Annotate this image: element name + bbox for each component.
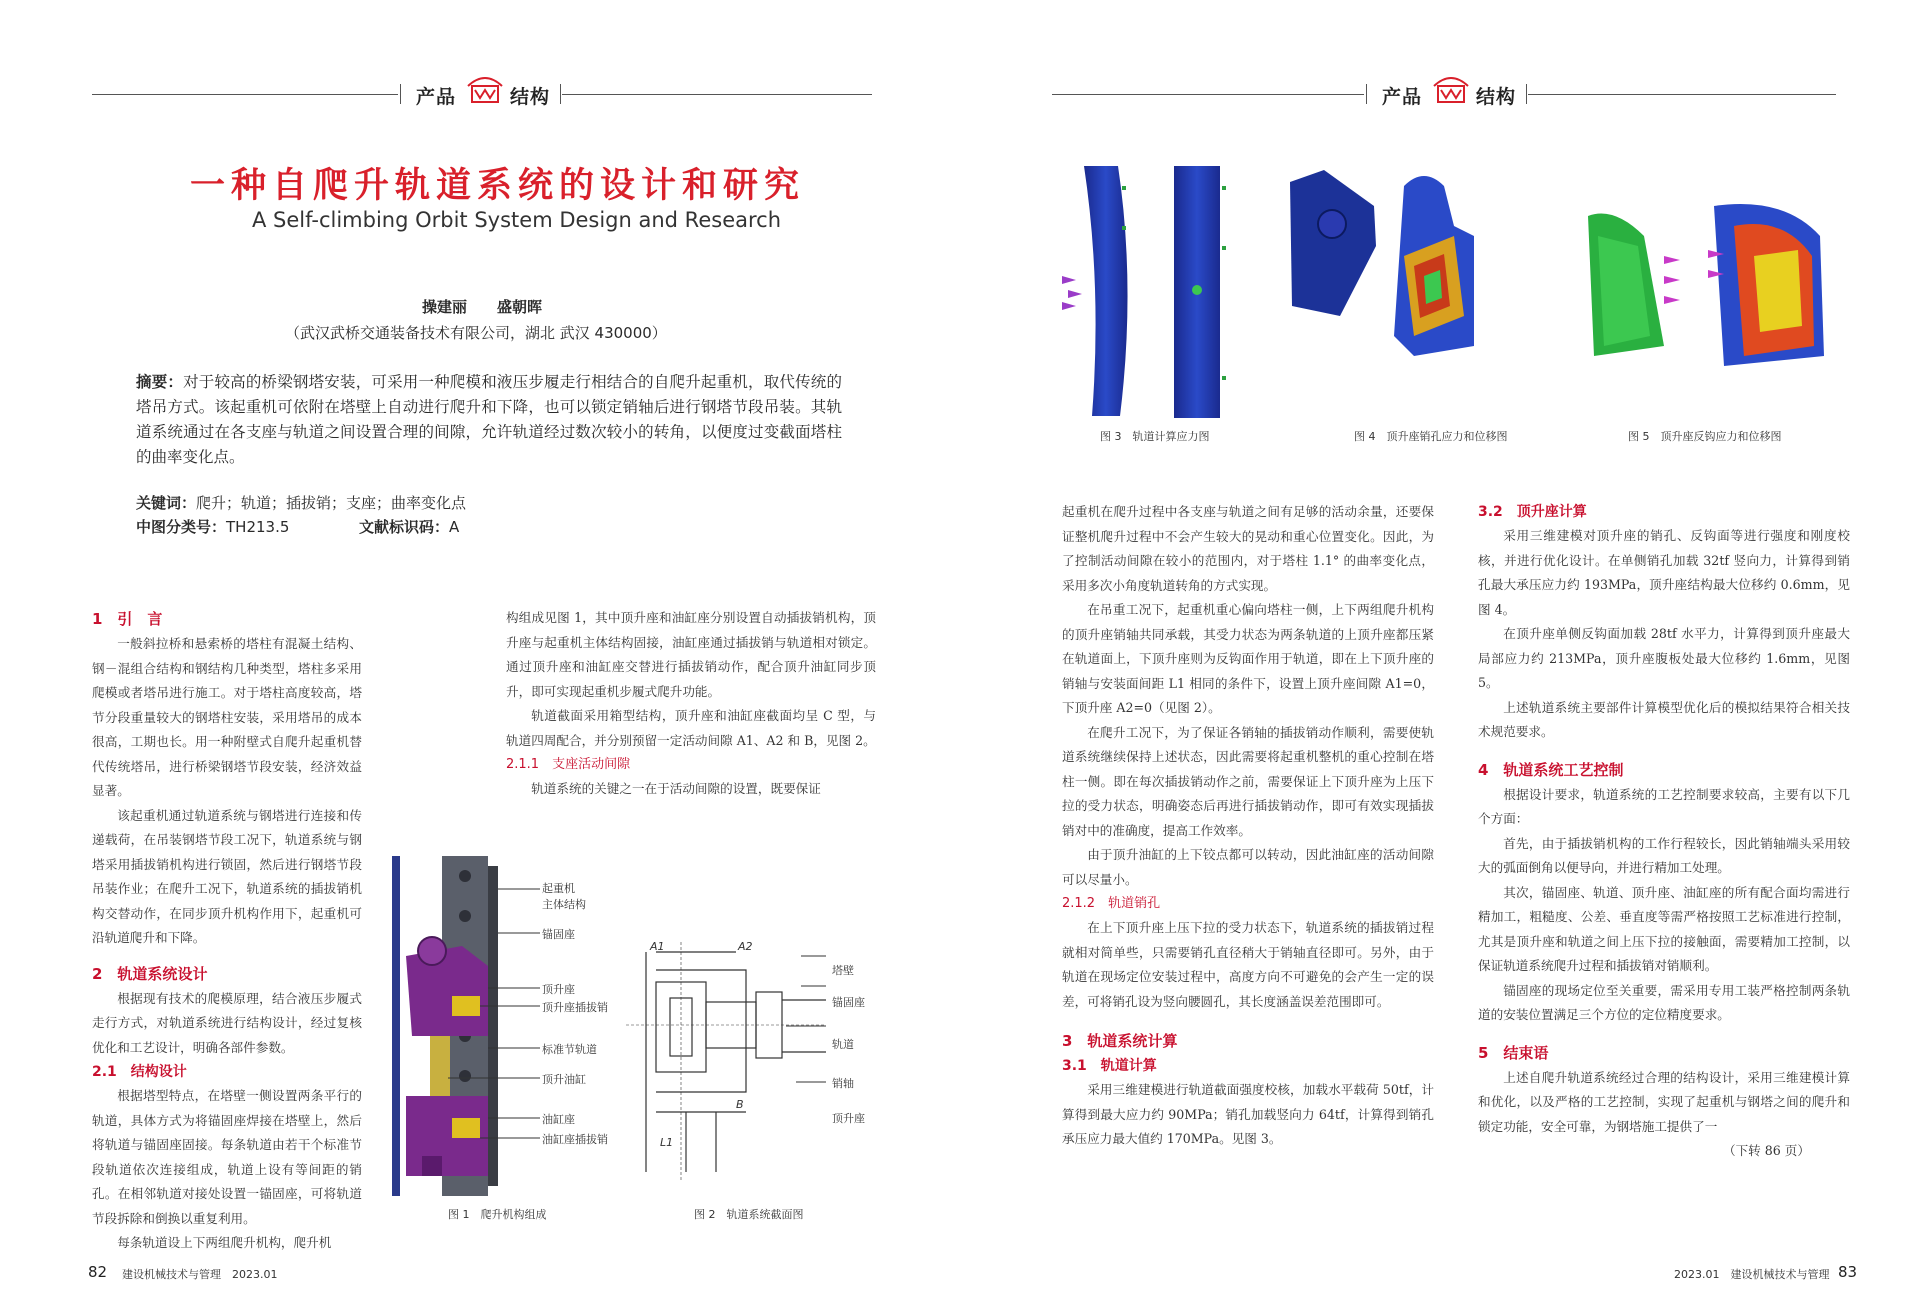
keywords: [136, 492, 466, 513]
authors: 操建丽 盛朝晖: [422, 298, 543, 316]
paragraph: 构组成见图 1，其中顶升座和油缸座分别设置自动插拔销机构，顶升座与起重机主体结构固接，油缸座通过插拔销与轨道相对锁定。通过顶升座和油缸座交替进行插拔销动作，配合顶升油缸同步顶升，即可实现起重机步履式爬升功能。: [506, 610, 876, 699]
paragraph: 一般斜拉桥和悬索桥的塔柱有混凝土结构、钢－混组合结构和钢结构几种类型，塔柱多采用爬模或者塔吊进行施工。对于塔柱高度较高，塔节分段重量较大的钢塔柱安装，采用塔吊的成本很高，工期也长。用一种附壁式自爬升起重机替代传统塔吊，进行桥梁钢塔节段安装，经济效益显著。: [92, 636, 362, 798]
paragraph: 根据设计要求，轨道系统的工艺控制要求较高，主要有以下几个方面：: [1478, 786, 1850, 826]
paragraph: 该起重机通过轨道系统与钢塔进行连接和传递载荷，在吊装钢塔节段工况下，轨道系统与钢塔采用插拔销机构进行锁固，然后进行钢塔节段吊装作业；在爬升工况下，轨道系统的插拔销机构交替动作，在同步顶升机构作用下，起重机可沿轨道爬升和下降。: [92, 807, 362, 945]
column-2: [506, 606, 876, 802]
figure-2-caption: 图 2 轨道系统截面图: [694, 1208, 804, 1221]
clc-label: 中图分类号：: [136, 518, 227, 536]
doc-code-label: 文献标识码：: [358, 518, 449, 536]
paragraph: 根据现有技术的爬模原理，结合液压步履式走行方式，对轨道系统进行结构设计，经过复核优化和工艺设计，明确各部件参数。: [92, 990, 362, 1055]
figure-3-stress-plot: [1062, 156, 1248, 420]
paragraph: 其次，锚固座、轨道、顶升座、油缸座的所有配合面均需进行精加工，粗糙度、公差、垂直度等需严格按照工艺标准进行控制，尤其是顶升座和轨道之间上压下拉的接触面，需要精加工控制，以保证轨道系统爬升过程和插拔销对销顺利。: [1478, 884, 1850, 973]
fig1-label: 顶升座: [542, 983, 575, 996]
figure-2-section: [626, 942, 826, 1188]
paragraph: 采用三维建模对顶升座的销孔、反钩面等进行强度和刚度校核，并进行优化设计。在单侧销孔加载 32tf 竖向力，计算得到销孔最大承压应力约 193MPa，顶升座结构最大位移约 0.6mm，见图 4。: [1478, 528, 1850, 617]
fig1-label: 油缸座插拔销: [542, 1133, 608, 1146]
fig1-label: 锚固座: [542, 928, 575, 941]
keywords-label: 关键词：: [136, 494, 197, 512]
column-3: [1062, 500, 1434, 1152]
header-label-structure: 结构: [510, 86, 551, 108]
paragraph: 上述轨道系统主要部件计算模型优化后的模拟结果符合相关技术规范要求。: [1478, 699, 1850, 739]
paragraph: 上述自爬升轨道系统经过合理的结构设计，采用三维建模计算和优化，以及严格的工艺控制，实现了起重机与钢塔之间的爬升和锁定功能，安全可靠，为钢塔施工提供了一: [1478, 1069, 1850, 1134]
column-4: [1478, 500, 1850, 1164]
fig1-label: 主体结构: [542, 898, 586, 911]
fig2-dim-label: B: [736, 1098, 744, 1111]
fig1-label: 油缸座: [542, 1113, 575, 1126]
fig2-dim-label: A1: [650, 940, 665, 953]
fig2-label: 轨道: [832, 1038, 854, 1051]
figure-5-caption: 图 5 顶升座反钩应力和位移图: [1628, 430, 1782, 443]
figure-5-stress-plot: [1584, 196, 1834, 372]
fig2-label: 锚固座: [832, 996, 865, 1009]
article-title: 一种自爬升轨道系统的设计和研究: [190, 166, 806, 206]
section-heading-rail: 3.1 轨道计算: [1062, 1058, 1157, 1074]
figure-3-caption: 图 3 轨道计算应力图: [1100, 430, 1210, 443]
section-heading-intro: 1 引 言: [92, 610, 163, 628]
right-page-number: 83: [1838, 1263, 1858, 1281]
fig1-label: 顶升油缸: [542, 1073, 586, 1086]
section-heading-process: 4 轨道系统工艺控制: [1478, 760, 1624, 779]
paragraph: 由于顶升油缸的上下铰点都可以转动，因此油缸座的活动间隙可以尽量小。: [1062, 847, 1434, 887]
keywords-text: 爬升；轨道；插拔销；支座；曲率变化点: [196, 494, 467, 512]
abstract-text: 对于较高的桥梁钢塔安装，可采用一种爬模和液压步履走行相结合的自爬升起重机，取代传统的塔吊方式。该起重机可依附在塔壁上自动进行爬升和下降，也可以锁定销轴后进行钢塔节段吊装。其轨道系统通过在各支座与轨道之间设置合理的间隙，允许轨道经过数次较小的转角，以便度过变截面塔柱的曲率变化点。: [136, 373, 842, 466]
fig1-label: 起重机: [542, 882, 575, 895]
right-footer-journal: 2023.01 建设机械技术与管理: [1674, 1268, 1830, 1281]
column-1: [92, 606, 362, 1256]
paragraph: 首先，由于插拔销机构的工作行程较长，因此销轴端头采用较大的弧面倒角以便导向，并进行精加工处理。: [1478, 835, 1850, 875]
paragraph: 轨道系统的关键之一在于活动间隙的设置，既要保证: [531, 781, 821, 796]
figure-4-caption: 图 4 顶升座销孔应力和位移图: [1354, 430, 1508, 443]
left-page-number: 82: [88, 1263, 108, 1281]
paragraph: 在顶升座单侧反钩面加载 28tf 水平力，计算得到顶升座最大局部应力约 213MPa，顶升座腹板处最大位移约 1.6mm，见图 5。: [1478, 626, 1850, 690]
paragraph: 锚固座的现场定位至关重要，需采用专用工装严格控制两条轨道的安装位置满足三个方位的定位精度要求。: [1478, 982, 1850, 1022]
paragraph: 在爬升工况下，为了保证各销轴的插拔销动作顺利，需要使轨道系统继续保持上述状态，因此需要将起重机整机的重心控制在塔柱一侧。即在每次插拔销动作之前，需要保证上下顶升座为上压下拉的受力状态，明确姿态后再进行插拔销动作，即可有效实现插拔销对中的准确度，提高工作效率。: [1062, 724, 1434, 838]
fig2-label: 塔壁: [832, 964, 854, 977]
affiliation: （武汉武桥交通装备技术有限公司，湖北 武汉 430000）: [285, 324, 667, 342]
abstract: [136, 370, 842, 470]
paragraph: 每条轨道设上下两组爬升机构，爬升机: [117, 1235, 332, 1250]
fig2-label: 顶升座: [832, 1112, 865, 1125]
paragraph: 轨道截面采用箱型结构，顶升座和油缸座截面均呈 C 型，与轨道四周配合，并分别预留一定活动间隙 A1、A2 和 B，见图 2。: [506, 708, 876, 748]
fig2-label: 销轴: [832, 1077, 854, 1090]
left-footer-journal: 建设机械技术与管理 2023.01: [122, 1268, 278, 1281]
section-heading-gap: 2.1.1 支座活动间隙: [506, 757, 631, 772]
section-heading-conclusion: 5 结束语: [1478, 1043, 1549, 1062]
fig1-label: 标准节轨道: [542, 1043, 597, 1056]
section-heading-calc: 3 轨道系统计算: [1062, 1032, 1178, 1050]
paragraph: 根据塔型特点，在塔壁一侧设置两条平行的轨道，具体方式为将锚固座焊接在塔壁上，然后将轨道与锚固座固接。每条轨道由若干个标准节段轨道依次连接组成，轨道上设有等间距的销孔。在相邻轨道对接处设置一锚固座，可将轨道节段拆除和倒换以重复利用。: [92, 1088, 362, 1226]
header-label-product: 产品: [416, 86, 457, 108]
fig1-label: 顶升座插拔销: [542, 1001, 608, 1014]
paragraph: 起重机在爬升过程中各支座与轨道之间有足够的活动余量，还要保证整机爬升过程中不会产生较大的晃动和重心位置变化。因此，为了控制活动间隙在较小的范围内，对于塔柱 1.1° 的曲率变化点，采用多次小角度轨道转角的方式实现。: [1062, 504, 1434, 593]
logo-icon: [466, 72, 504, 106]
classification: [136, 516, 459, 537]
logo-icon: [1432, 72, 1470, 106]
header-label-structure: 结构: [1476, 86, 1517, 108]
doc-code-value: A: [448, 518, 460, 536]
abstract-label: 摘要：: [136, 373, 184, 391]
paragraph: 采用三维建模进行轨道截面强度校核，加载水平载荷 50tf，计算得到最大应力约 90MPa；销孔加载竖向力 64tf，计算得到销孔承压应力最大值约 170MPa。见图 3。: [1062, 1082, 1434, 1146]
section-heading-structure: 2.1 结构设计: [92, 1064, 187, 1080]
figure-1-caption: 图 1 爬升机构组成: [448, 1208, 547, 1221]
header-label-product: 产品: [1382, 86, 1423, 108]
section-heading-design: 2 轨道系统设计: [92, 964, 208, 983]
clc-value: TH213.5: [226, 518, 290, 536]
continuation-note: （下转 86 页）: [1722, 1143, 1810, 1158]
fig2-dim-label: L1: [660, 1136, 674, 1149]
figure-4-stress-plot: [1284, 166, 1484, 370]
section-heading-pin: 2.1.2 轨道销孔: [1062, 896, 1161, 911]
paragraph: 在上下顶升座上压下拉的受力状态下，轨道系统的插拔销过程就相对简单些，只需要销孔直径稍大于销轴直径即可。另外，由于轨道在现场定位安装过程中，高度方向不可避免的会产生一定的误差，可将销孔设为竖向腰圆孔，其长度涵盖误差范围即可。: [1062, 920, 1434, 1009]
fig2-dim-label: A2: [738, 940, 753, 953]
article-subtitle: A Self-climbing Orbit System Design and Research: [252, 208, 782, 232]
paragraph: 在吊重工况下，起重机重心偏向塔柱一侧，上下两组爬升机构的顶升座销轴共同承载，其受力状态为两条轨道的上顶升座都压紧在轨道面上，下顶升座则为反钩面作用于轨道，即在上下顶升座的销轴与安装面间距 L1 相同的条件下，设置上顶升座间隙 A1=0，下顶升座 A2=0（见图 2）。: [1062, 602, 1434, 715]
section-heading-lift: 3.2 顶升座计算: [1478, 504, 1587, 520]
